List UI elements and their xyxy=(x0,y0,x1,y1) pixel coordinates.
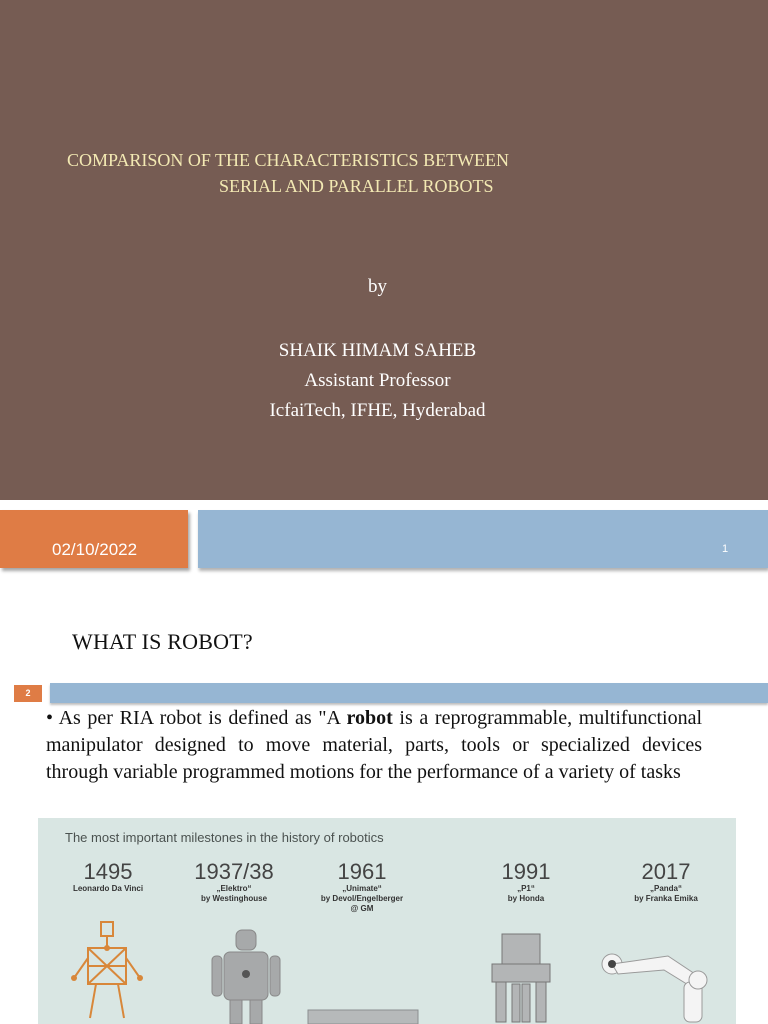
footer-bar xyxy=(198,510,768,568)
milestone-year: 1991 xyxy=(501,859,551,884)
milestone-year: 1961 xyxy=(337,859,387,884)
milestone-1961 xyxy=(292,860,432,914)
header-bar xyxy=(50,683,768,703)
panda-robot-icon xyxy=(598,946,718,1024)
milestone-year: 2017 xyxy=(641,859,691,884)
elektro-robot-icon xyxy=(206,926,286,1024)
milestone-name: „P1“ xyxy=(517,884,535,893)
definition-text-before: As per RIA robot is defined as "A xyxy=(58,707,347,729)
slide-separator xyxy=(0,500,768,510)
by-label: by xyxy=(368,276,387,297)
milestone-year: 1495 xyxy=(83,859,133,884)
milestone-maker: by Franka Emika xyxy=(634,894,698,903)
infographic-title: The most important milestones in the history of robotics xyxy=(65,830,384,845)
slide-number-1: 1 xyxy=(722,543,729,555)
milestone-2017 xyxy=(596,860,736,904)
milestone-1991 xyxy=(456,860,596,904)
milestone-1495 xyxy=(38,860,178,894)
unimate-robot-icon xyxy=(298,1004,428,1024)
title-slide xyxy=(0,0,768,500)
milestone-name: „Elektro“ xyxy=(216,884,252,893)
author-block xyxy=(0,336,755,426)
milestone-year: 1937/38 xyxy=(194,859,274,884)
author-role: Assistant Professor xyxy=(304,370,451,391)
slide-date: 02/10/2022 xyxy=(52,540,138,559)
definition-text-after: is a reprogrammable, multifunctional manipulator designed to move material, parts, tools or specialized devices through variable programmed motions for the performance of a variety of tasks xyxy=(46,707,703,783)
slide-title-line1: COMPARISON OF THE CHARACTERISTICS BETWEEN xyxy=(67,150,510,170)
definition-bold-term: robot xyxy=(346,707,393,729)
milestone-1937 xyxy=(164,860,304,904)
bullet: • xyxy=(46,707,54,729)
p1-robot-icon xyxy=(486,930,556,1024)
slide-title-line2: SERIAL AND PARALLEL ROBOTS xyxy=(219,176,494,196)
slide2-heading: WHAT IS ROBOT? xyxy=(72,629,253,654)
robotics-milestones-image xyxy=(38,818,736,1024)
davinci-robot-icon xyxy=(68,918,148,1024)
author-org: IcfaiTech, IFHE, Hyderabad xyxy=(269,400,486,421)
robot-definition xyxy=(46,705,702,786)
milestone-name: „Panda“ xyxy=(649,884,682,893)
milestone-maker: by Devol/Engelberger @ GM xyxy=(320,894,404,913)
author-name: SHAIK HIMAM SAHEB xyxy=(278,340,477,361)
slide-number-2: 2 xyxy=(25,688,31,698)
milestone-maker: by Westinghouse xyxy=(200,894,268,903)
milestone-maker: by Honda xyxy=(507,894,545,903)
milestone-name: „Unimate“ xyxy=(342,884,382,893)
milestone-name: Leonardo Da Vinci xyxy=(72,884,144,893)
